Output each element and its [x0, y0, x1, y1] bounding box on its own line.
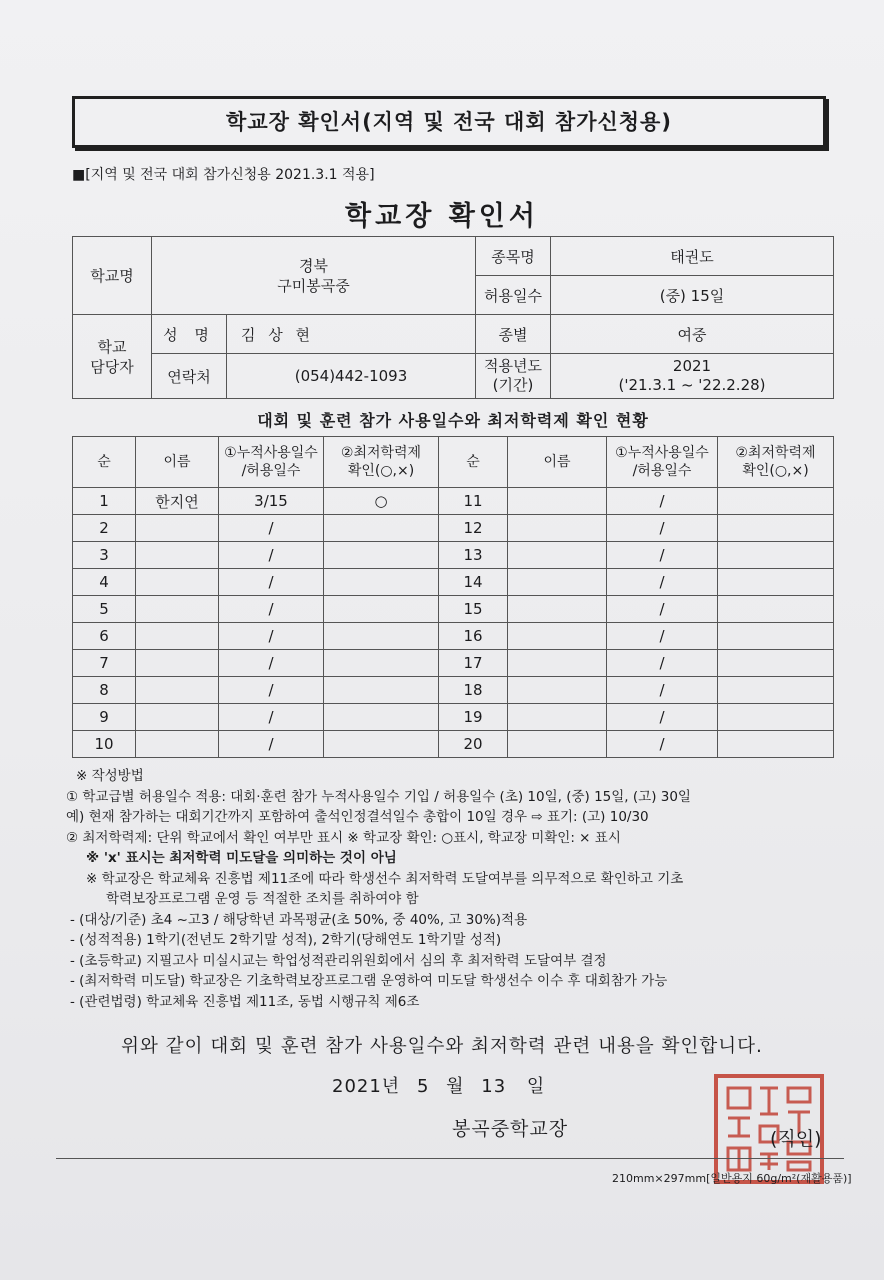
section-title: 대회 및 훈련 참가 사용일수와 최저학력제 확인 현황	[257, 411, 649, 430]
table-row	[73, 704, 834, 731]
row-name	[136, 569, 219, 596]
instruction-line: - (초등학교) 지필고사 미실시교는 학업성적관리위원회에서 심의 후 최저학력 도달여부 결정	[70, 952, 607, 969]
row-no: 12	[439, 515, 508, 542]
row-used-days: /	[607, 650, 718, 677]
row-no: 2	[73, 515, 136, 542]
instruction-line: ※ 'x' 표시는 최저학력 미도달을 의미하는 것이 아님	[86, 850, 397, 866]
table-row	[73, 731, 834, 758]
row-used-days: /	[607, 623, 718, 650]
allowed-days-value: (중) 15일	[551, 276, 834, 315]
row-check	[718, 569, 834, 596]
row-check	[324, 569, 439, 596]
year-text: 2021	[672, 357, 712, 375]
manager-name: 김 상 현	[227, 315, 476, 354]
row-check	[718, 731, 834, 758]
seal-label: (직인)	[770, 1128, 822, 1150]
row-used-days: /	[219, 542, 324, 569]
col-check-right: ②최저학력제 확인(○,×)	[718, 437, 834, 488]
event-value: 태권도	[551, 237, 834, 276]
col-check-left: ②최저학력제 확인(○,×)	[324, 437, 439, 488]
row-check	[324, 515, 439, 542]
row-check	[324, 731, 439, 758]
col-used-right: ①누적사용일수 /허용일수	[607, 437, 718, 488]
row-name	[508, 623, 607, 650]
row-used-days: /	[607, 542, 718, 569]
row-name	[136, 623, 219, 650]
row-no: 5	[73, 596, 136, 623]
row-no: 8	[73, 677, 136, 704]
row-name	[508, 704, 607, 731]
table-row	[73, 542, 834, 569]
instruction-line: 학력보장프로그램 운영 등 적절한 조치를 취하여야 함	[106, 891, 419, 907]
school-name: 구미봉곡중	[277, 276, 350, 295]
row-name	[508, 542, 607, 569]
instruction-line: ※ 학교장은 학교체육 진흥법 제11조에 따라 학생선수 최저학력 도달여부를 의무적으로 확인하고 기초	[86, 870, 684, 887]
form-version-label: ■[지역 및 전국 대회 참가신청용 2021.3.1 적용]	[72, 167, 375, 183]
row-used-days: /	[219, 596, 324, 623]
contact-label: 연락처	[152, 354, 227, 399]
col-name-left: 이름	[136, 437, 219, 488]
row-used-days: /	[219, 569, 324, 596]
manager-label: 학교 담당자	[73, 315, 152, 399]
row-name	[508, 731, 607, 758]
principal-name: 봉곡중학교장	[452, 1118, 569, 1140]
row-no: 6	[73, 623, 136, 650]
instruction-line: ① 학교급별 허용일수 적용: 대회·훈련 참가 누적사용일수 기입 / 허용일수 (초) 10일, (중) 15일, (고) 30일	[66, 788, 691, 805]
row-used-days: /	[219, 650, 324, 677]
row-no: 1	[73, 488, 136, 515]
row-check	[324, 677, 439, 704]
document-header: 학교장 확인서(지역 및 전국 대회 참가신청용)	[72, 96, 826, 148]
attendance-table	[72, 436, 834, 758]
row-name	[136, 731, 219, 758]
row-no: 7	[73, 650, 136, 677]
col-no-right: 순	[439, 437, 508, 488]
col-name-right: 이름	[508, 437, 607, 488]
row-name	[508, 596, 607, 623]
row-used-days: /	[219, 704, 324, 731]
school-info-table	[72, 236, 834, 399]
instruction-line: - (성적적용) 1학기(전년도 2학기말 성적), 2학기(당해연도 1학기말 성적)	[70, 932, 502, 948]
row-name	[136, 704, 219, 731]
date-day: 13	[481, 1076, 507, 1097]
row-check	[324, 596, 439, 623]
row-used-days: /	[607, 488, 718, 515]
school-value	[152, 237, 476, 315]
date-month: 5	[416, 1076, 430, 1097]
row-check	[718, 542, 834, 569]
table-row	[73, 677, 834, 704]
table-row	[73, 596, 834, 623]
row-no: 18	[439, 677, 508, 704]
row-used-days: /	[607, 731, 718, 758]
year-value	[551, 354, 834, 399]
period-text: ('21.3.1 ~ '22.2.28)	[618, 376, 766, 394]
col-no-left: 순	[73, 437, 136, 488]
row-name	[508, 569, 607, 596]
table-row	[73, 515, 834, 542]
confirmation-statement: 위와 같이 대회 및 훈련 참가 사용일수와 최저학력 관련 내용을 확인합니다.	[121, 1036, 763, 1057]
row-check: ○	[324, 488, 439, 515]
row-no: 3	[73, 542, 136, 569]
instruction-line: ② 최저학력제: 단위 학교에서 확인 여부만 표시 ※ 학교장 확인: ○표시, 학교장 미확인: × 표시	[66, 829, 621, 846]
row-check	[324, 542, 439, 569]
row-name	[508, 650, 607, 677]
date-day-unit: 일	[526, 1076, 546, 1097]
row-name	[508, 488, 607, 515]
row-name	[136, 677, 219, 704]
row-name	[136, 596, 219, 623]
row-no: 15	[439, 596, 508, 623]
row-check	[718, 704, 834, 731]
row-used-days: 3/15	[219, 488, 324, 515]
row-no: 16	[439, 623, 508, 650]
paper-spec: 210mm×297mm[일반용지 60g/m²(재활용품)]	[612, 1172, 852, 1185]
allowed-days-label: 허용일수	[476, 276, 551, 315]
date-month-unit: 월	[446, 1076, 465, 1097]
row-check	[718, 596, 834, 623]
instruction-line: - (관련법령) 학교체육 진흥법 제11조, 동법 시행규칙 제6조	[70, 993, 420, 1010]
row-name	[136, 650, 219, 677]
instructions	[66, 766, 846, 1012]
row-used-days: /	[219, 515, 324, 542]
school-region: 경북	[299, 256, 328, 275]
row-used-days: /	[219, 731, 324, 758]
row-no: 11	[439, 488, 508, 515]
row-no: 19	[439, 704, 508, 731]
row-name	[508, 515, 607, 542]
row-no: 17	[439, 650, 508, 677]
row-name: 한지연	[136, 488, 219, 515]
type-value: 여중	[551, 315, 834, 354]
year-label: 적용년도 (기간)	[476, 354, 551, 399]
col-used-left: ①누적사용일수 /허용일수	[219, 437, 324, 488]
row-used-days: /	[607, 596, 718, 623]
row-name	[136, 515, 219, 542]
row-check	[324, 704, 439, 731]
issue-date	[332, 1072, 545, 1098]
contact-value: (054)442-1093	[227, 354, 476, 399]
row-no: 20	[439, 731, 508, 758]
table-row	[73, 488, 834, 515]
instruction-line: - (최저학력 미도달) 학교장은 기초학력보장프로그램 운영하여 미도달 학생선수 이수 후 대회참가 가능	[70, 973, 668, 989]
bottom-divider	[56, 1158, 844, 1159]
row-no: 4	[73, 569, 136, 596]
instruction-line: 예) 현재 참가하는 대회기간까지 포함하여 출석인정결석일수 총합이 10일 경우 ⇨ 표기: (고) 10/30	[66, 809, 649, 825]
row-check	[718, 515, 834, 542]
row-used-days: /	[219, 677, 324, 704]
table-header-row	[73, 437, 834, 488]
row-no: 10	[73, 731, 136, 758]
row-check	[718, 650, 834, 677]
row-no: 13	[439, 542, 508, 569]
row-check	[718, 488, 834, 515]
row-name	[136, 542, 219, 569]
instruction-line: - (대상/기준) 초4 ~고3 / 해당학년 과목평균(초 50%, 중 40%, 고 30%)적용	[70, 911, 528, 928]
row-used-days: /	[607, 515, 718, 542]
row-check	[324, 623, 439, 650]
table-row	[73, 623, 834, 650]
document-title: 학교장 확인서	[345, 201, 539, 232]
row-no: 14	[439, 569, 508, 596]
row-used-days: /	[607, 677, 718, 704]
table-row	[73, 650, 834, 677]
row-check	[718, 677, 834, 704]
row-name	[508, 677, 607, 704]
row-check	[324, 650, 439, 677]
row-check	[718, 623, 834, 650]
instruction-line: ※ 작성방법	[76, 768, 144, 784]
row-used-days: /	[607, 704, 718, 731]
date-year: 2021년	[332, 1076, 401, 1097]
school-label: 학교명	[73, 237, 152, 315]
table-row	[73, 569, 834, 596]
row-used-days: /	[219, 623, 324, 650]
event-label: 종목명	[476, 237, 551, 276]
type-label: 종별	[476, 315, 551, 354]
row-no: 9	[73, 704, 136, 731]
name-label: 성 명	[152, 315, 227, 354]
row-used-days: /	[607, 569, 718, 596]
